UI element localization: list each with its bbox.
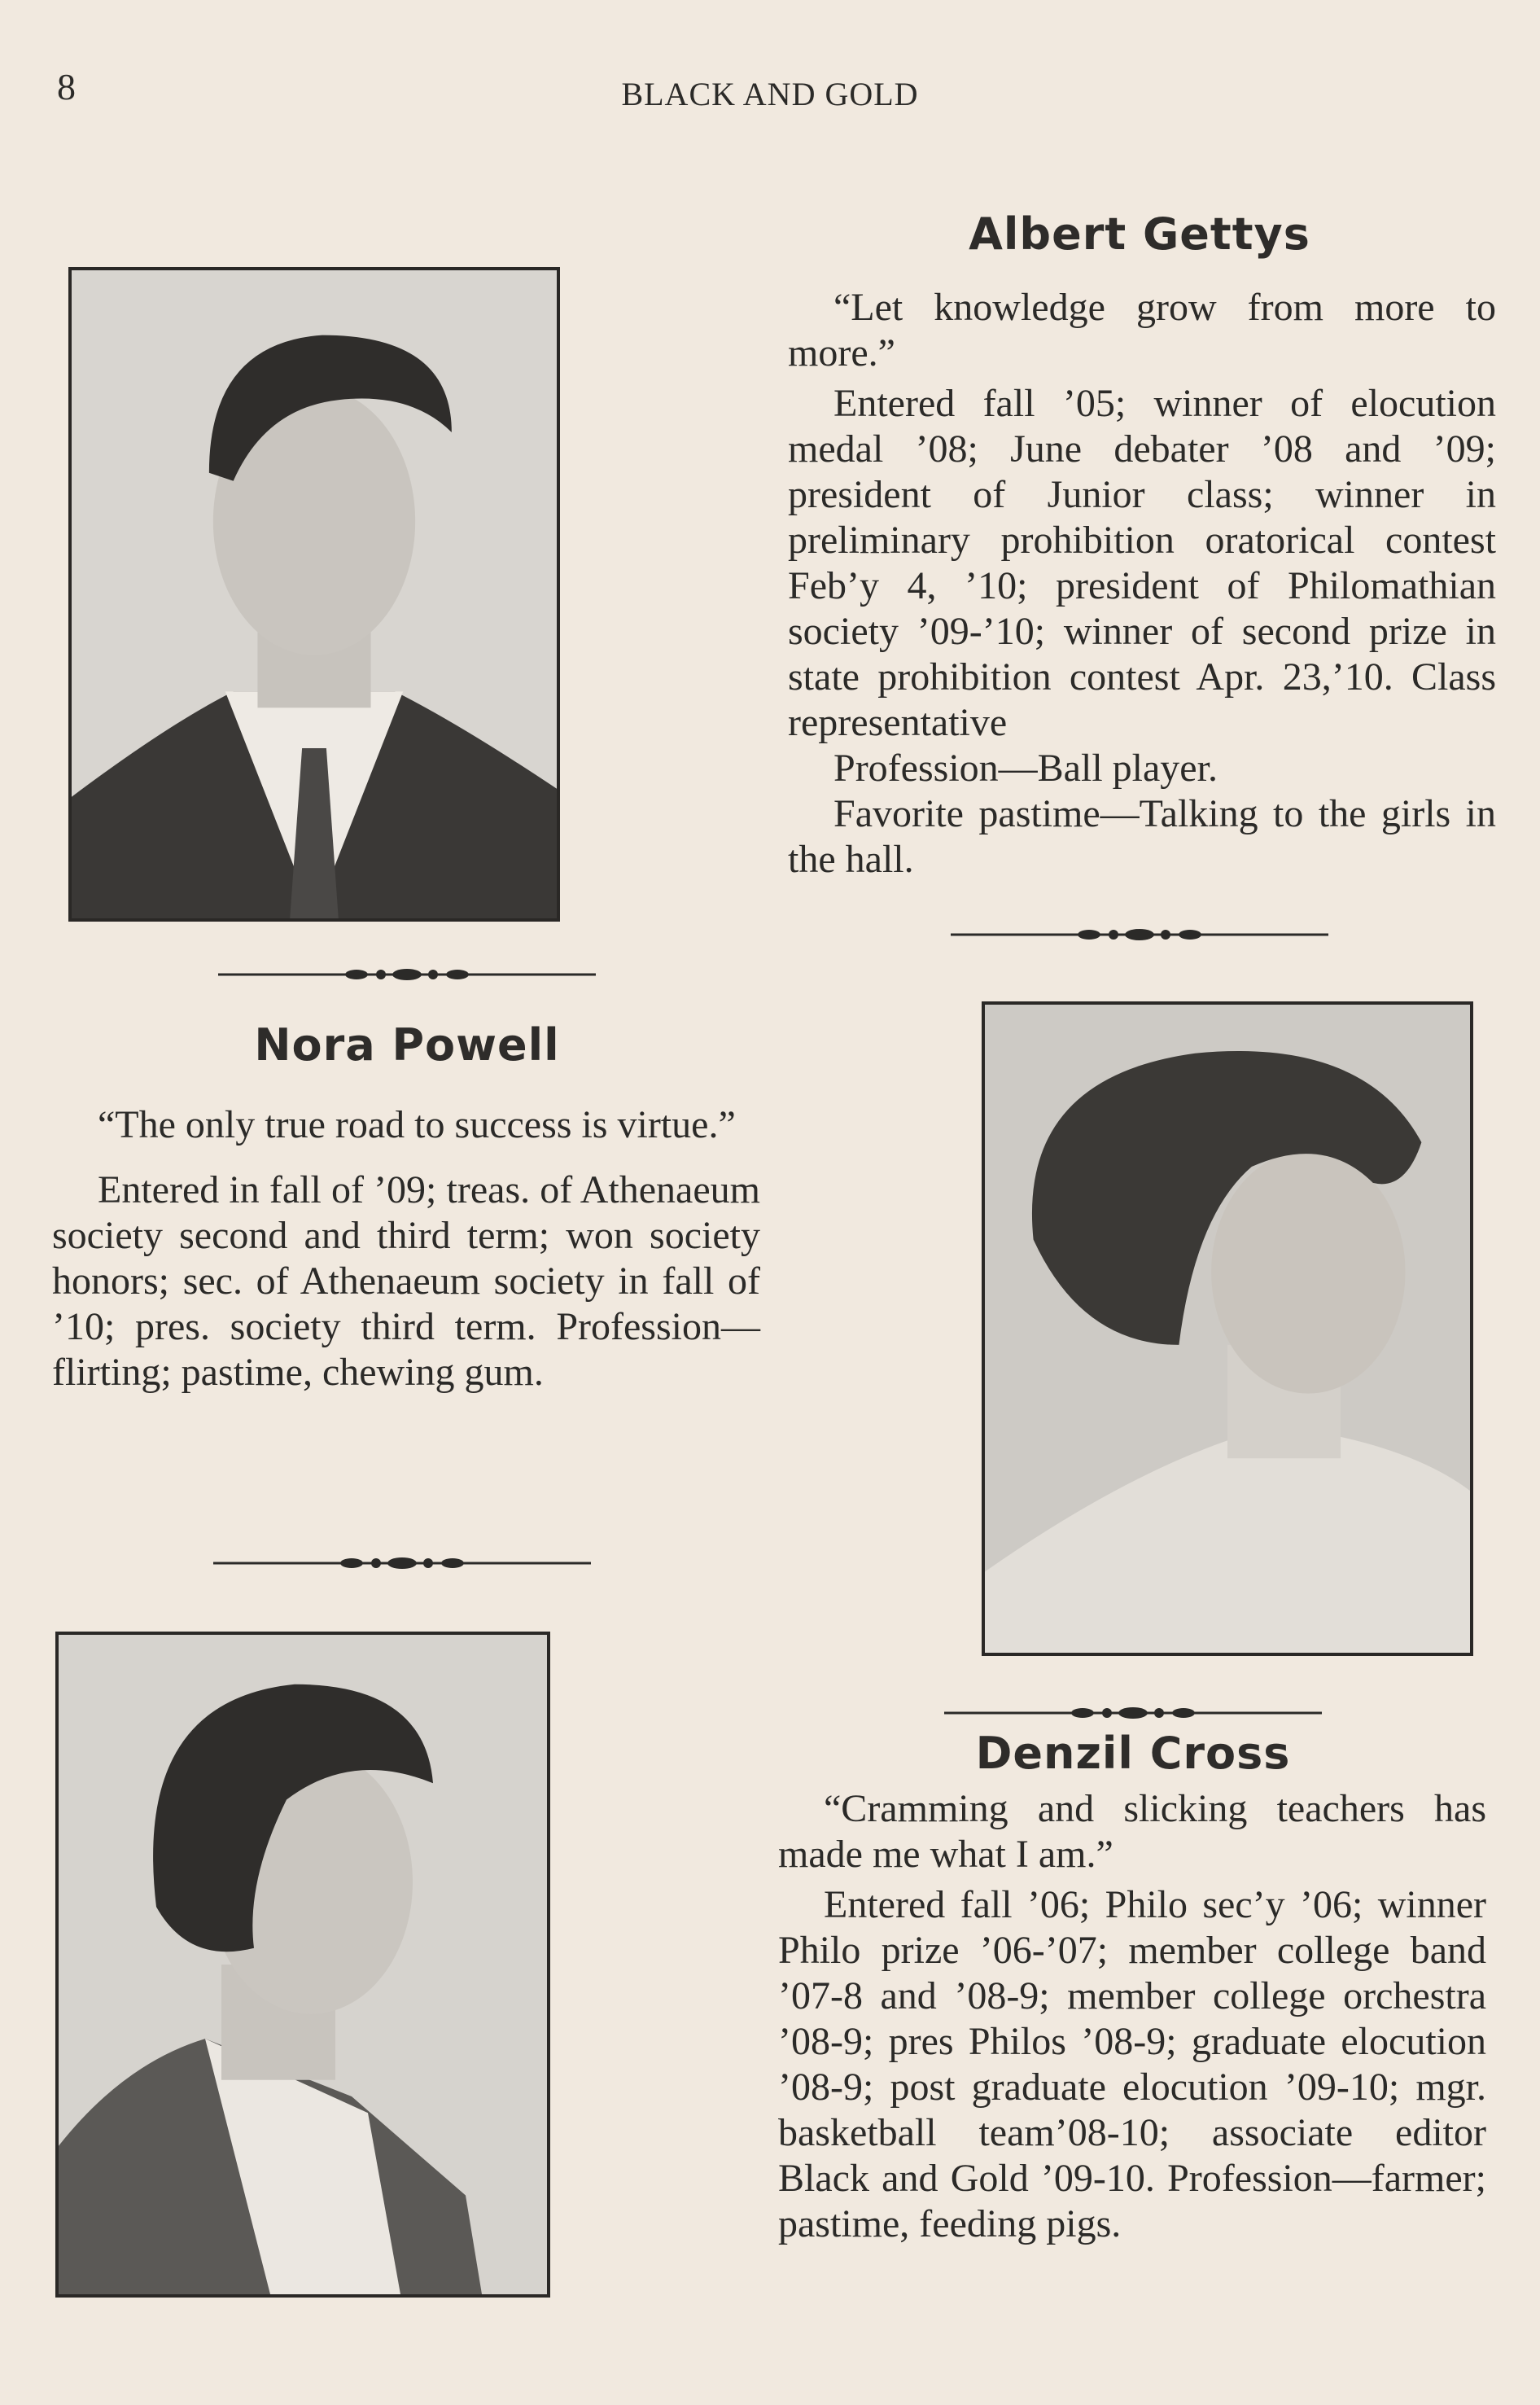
entry-paragraph: Entered in fall of ’09; treas. of Athenaeum society second and third term; won society honors; sec. of Athenaeum society in fall of ’10; pres. society third term. Profession—flirting; pastime, chewing gum.: [52, 1168, 760, 1394]
ornamental-divider: [213, 1553, 591, 1573]
entry-paragraph: Favorite pastime—Talking to the girls in the hall.: [788, 792, 1496, 881]
ornamental-divider: [951, 925, 1328, 944]
entry-bio-nora-powell: [52, 1102, 760, 1395]
entry-bio-denzil-cross: [778, 1786, 1486, 2247]
running-head: BLACK AND GOLD: [621, 76, 919, 112]
entry-name-albert-gettys: Albert Gettys: [969, 208, 1310, 260]
entry-paragraph: Profession—Ball player.: [833, 747, 1218, 790]
entry-name-denzil-cross: Denzil Cross: [975, 1728, 1291, 1779]
entry-bio-albert-gettys: [788, 285, 1496, 883]
entry-quote: “Let knowledge grow from more to more.”: [788, 286, 1496, 375]
entry-paragraph: Entered fall ’05; winner of elocution medal ’08; June debater ’08 and ’09; president of Junior class; winner in preliminary prohibition oratorical contest Feb’y 4, ’10; president of Philomathian society ’09-’10; winner of second prize in state prohibition contest Apr. 23,’10. Class representative: [788, 382, 1496, 744]
entry-quote: “The only true road to success is virtue.”: [98, 1103, 736, 1146]
entry-quote: “Cramming and slicking teachers has made me what I am.”: [778, 1787, 1486, 1876]
entry-name-nora-powell: Nora Powell: [254, 1019, 560, 1071]
ornamental-divider: [944, 1703, 1322, 1723]
entry-paragraph: Entered fall ’06; Philo sec’y ’06; winner Philo prize ’06-’07; member college band ’07-8 and ’08-9; member college orchestra ’08-9; pres Philos ’08-9; graduate elocution ’08-9; post graduate elocution ’09-10; mgr. basketball team’08-10; associate editor Black and Gold ’09-10. Profession—farmer; pastime, feeding pigs.: [778, 1883, 1486, 2245]
portrait-nora-powell: [982, 1001, 1473, 1656]
page-number: 8: [57, 66, 76, 107]
portrait-denzil-cross: [55, 1632, 550, 2298]
portrait-albert-gettys: [68, 267, 560, 922]
ornamental-divider: [218, 965, 596, 984]
